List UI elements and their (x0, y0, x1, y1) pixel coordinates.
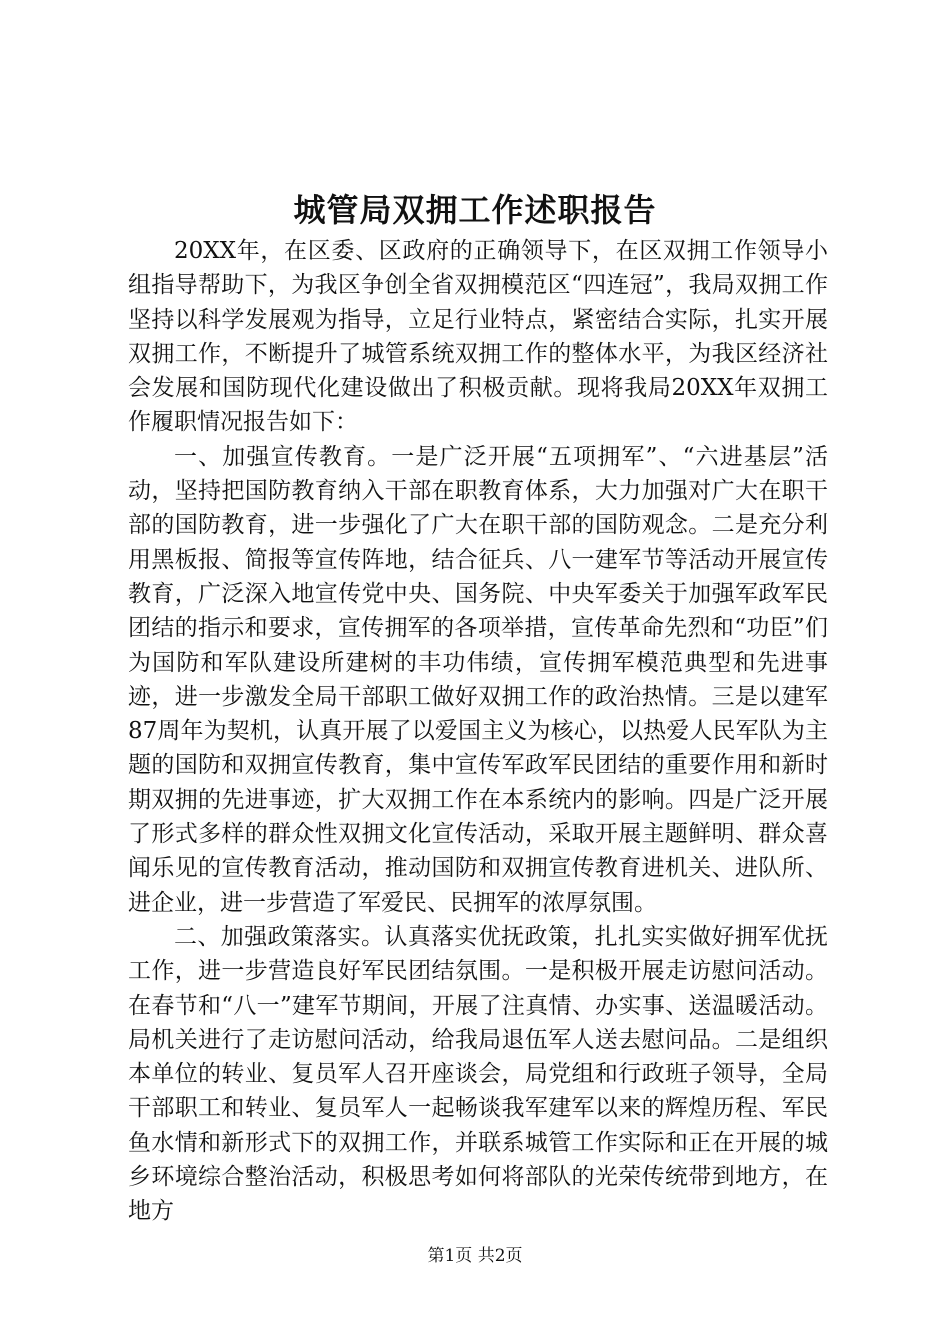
page-footer: 第1页 共2页 (427, 1246, 523, 1266)
paragraph-section-1: 一、加强宣传教育。一是广泛开展“五项拥军”、“六进基层”活动，坚持把国防教育纳入干部在职教育体系，大力加强对广大在职干部的国防教育，进一步强化了广大在职干部的国防观念。二是充分利用黑板报、简报等宣传阵地，结合征兵、八一建军节等活动开展宣传教育，广泛深入地宣传党中央、国务院、中央军委关于加强军政军民团结的指示和要求，宣传拥军的各项举措，宣传革命先烈和“功臣”们为国防和军队建设所建树的丰功伟绩，宣传拥军模范典型和先进事迹，进一步激发全局干部职工做好双拥工作的政治热情。三是以建军87周年为契机，认真开展了以爱国主义为核心，以热爱人民军队为主题的国防和双拥宣传教育，集中宣传军政军民团结的重要作用和新时期双拥的先进事迹，扩大双拥工作在本系统内的影响。四是广泛开展了形式多样的群众性双拥文化宣传活动，采取开展主题鲜明、群众喜闻乐见的宣传教育活动，推动国防和双拥宣传教育进机关、进队所、进企业，进一步营造了军爱民、民拥军的浓厚氛围。 (128, 443, 828, 916)
paragraph-section-2: 二、加强政策落实。认真落实优抚政策，扎扎实实做好拥军优抚工作，进一步营造良好军民团结氛围。一是积极开展走访慰问活动。在春节和“八一”建军节期间，开展了注真情、办实事、送温暖活动。局机关进行了走访慰问活动，给我局退伍军人送去慰问品。二是组织本单位的转业、复员军人召开座谈会，局党组和行政班子领导，全局干部职工和转业、复员军人一起畅谈我军建军以来的辉煌历程、军民鱼水情和新形式下的双拥工作，并联系城管工作实际和正在开展的城乡环境综合整治活动，积极思考如何将部队的光荣传统带到地方，在地方 (128, 923, 828, 1225)
paragraph-intro: 20XX年，在区委、区政府的正确领导下，在区双拥工作领导小组指导帮助下，为我区争创全省双拥模范区“四连冠”，我局双拥工作坚持以科学发展观为指导，立足行业特点，紧密结合实际，扎实开展双拥工作，不断提升了城管系统双拥工作的整体水平，为我区经济社会发展和国防现代化建设做出了积极贡献。现将我局20XX年双拥工作履职情况报告如下： (128, 238, 828, 436)
document-body (128, 234, 828, 1229)
document-title: 城管局双拥工作述职报告 (293, 191, 657, 229)
